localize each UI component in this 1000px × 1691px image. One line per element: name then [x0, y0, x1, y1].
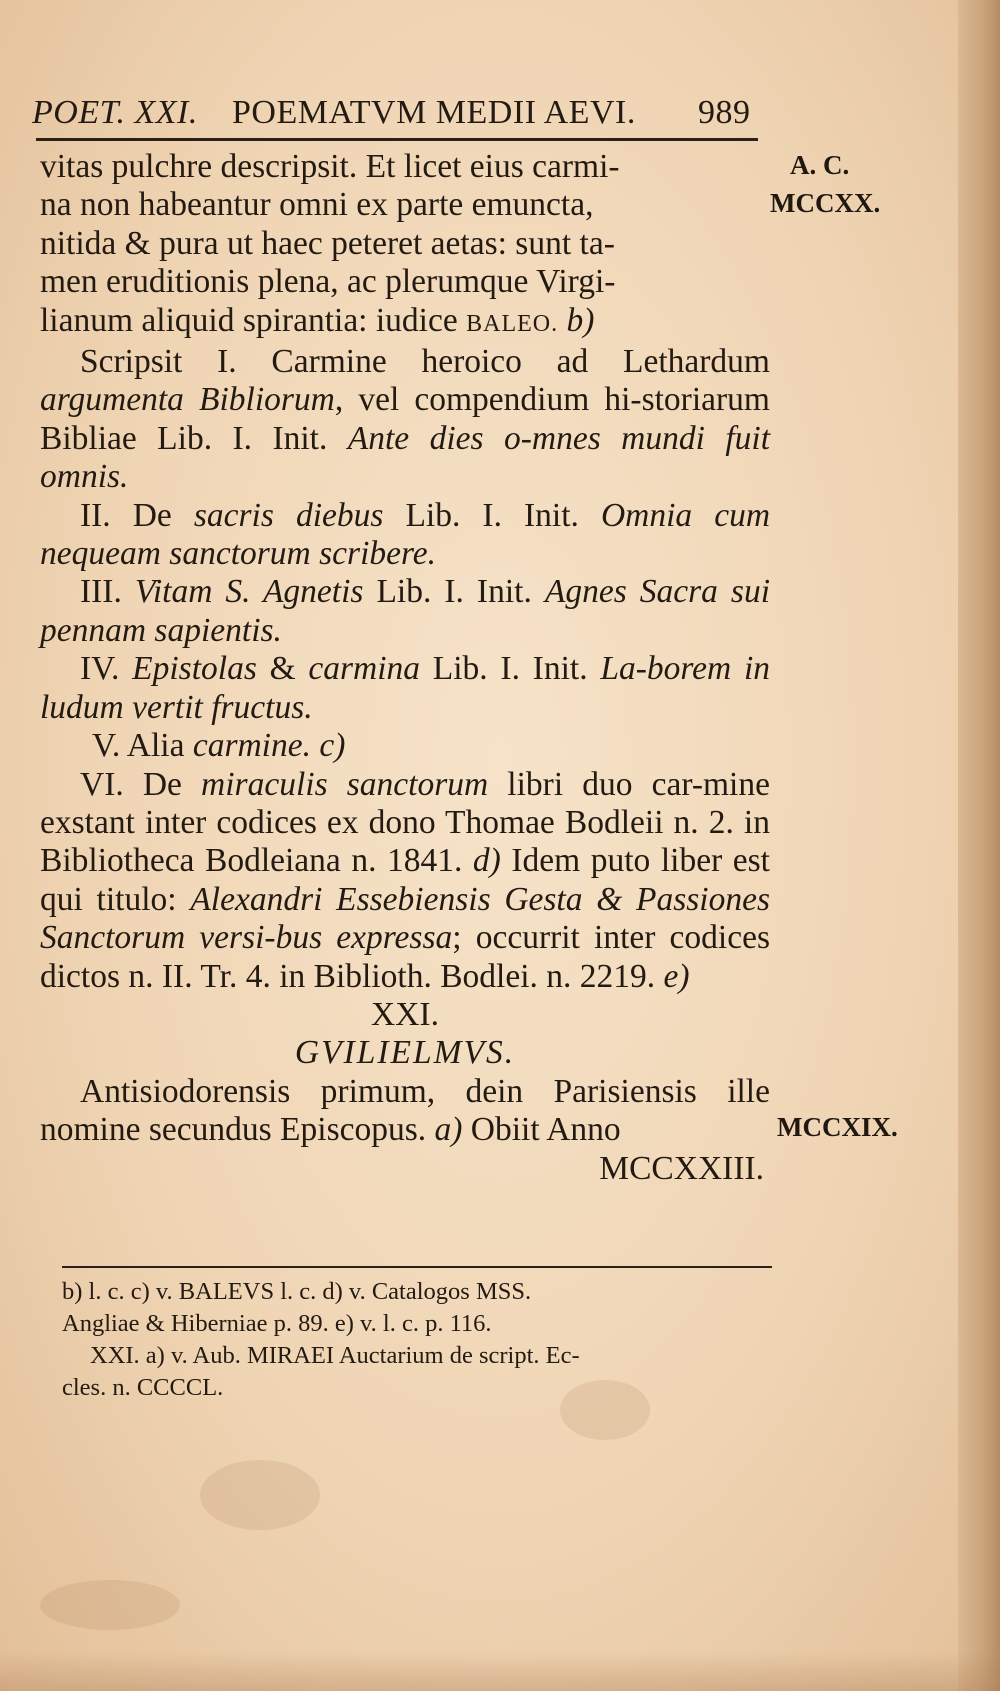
page-number: 989: [698, 94, 751, 131]
text-span: Obiit Anno: [462, 1111, 621, 1149]
death-year: MCCXXIII.: [599, 1149, 764, 1187]
text-span: II. De: [80, 496, 194, 534]
main-text: [40, 148, 770, 1188]
paragraph-section-21: [40, 1073, 770, 1150]
header-section-label: POET. XXI.: [32, 94, 198, 131]
italic-title: carmina: [308, 650, 421, 688]
italic-title: Vitam S. Agnetis: [134, 573, 364, 611]
paragraph-work-5: [40, 727, 770, 765]
text-span: VI. De: [80, 765, 202, 803]
paper-stain: [40, 1580, 180, 1630]
italic-title: argumenta Bibliorum: [40, 381, 335, 419]
paragraph-work-6: [40, 766, 770, 996]
header-title: POEMATVM MEDII AEVI.: [232, 94, 636, 131]
text-span: V. Alia: [92, 727, 193, 765]
text-line: [40, 225, 770, 263]
footnote-ref: e): [663, 957, 690, 995]
text-span: men eruditionis plena, ac plerumque Virgi-: [40, 263, 616, 301]
incipit: La-borem in ludum vertit fructus.: [40, 650, 770, 726]
incipit: Agnes Sacra sui pennam sapientis.: [40, 573, 771, 649]
text-line: [40, 186, 770, 224]
text-span: na non habeantur omni ex parte emuncta,: [40, 186, 594, 224]
text-span: ; occurrit inter codices dictos n. II. Tr. 4. in Biblioth. Bodlei. n. 2219.: [40, 919, 771, 995]
paper-stain: [200, 1460, 320, 1530]
section-number: XXI.: [371, 995, 439, 1033]
text-span: vitas pulchre descripsit. Et licet eius carmi-: [40, 148, 620, 185]
footnote-ref: b): [558, 301, 595, 339]
text-span: Idem puto liber est qui titulo:: [40, 842, 770, 918]
italic-title: carmine.: [192, 727, 311, 765]
footnote-text: d) v. Catalogos MSS.: [322, 1278, 532, 1305]
footnote-line: cles. n. CCCCL.: [62, 1374, 224, 1401]
text-span: III.: [80, 573, 135, 611]
footnote-text: c) v. BALEVS l. c.: [130, 1278, 323, 1305]
header-rule: [36, 138, 758, 141]
footnotes: [62, 1276, 774, 1404]
text-span: Antisiodorensis primum, dein Parisiensis ille nomine secundus Episcopus.: [40, 1072, 770, 1149]
text-span: libri duo car-mine exstant inter codices ex dono Thomae Bodleii n. 2. in Bibliotheca Bodleiana n. 1841.: [40, 765, 770, 880]
text-line: [40, 302, 770, 343]
margin-year-label: A. C.: [790, 150, 850, 180]
footnote-text: b) l. c.: [62, 1278, 131, 1305]
footnote-line: [62, 1276, 774, 1308]
text-span: lianum aliquid spirantia: iudice: [40, 301, 467, 339]
page-edge-shadow: [958, 0, 1000, 1691]
text-span: IV.: [80, 650, 133, 688]
section-heading: GVILIELMVS.: [294, 1034, 516, 1072]
incipit: Ante dies o-mnes mundi fuit omnis.: [40, 419, 771, 496]
footnote-ref: a): [434, 1111, 463, 1149]
footnote-line: XXI. a) v. Aub. MIRAEI Auctarium de script. Ec-: [90, 1342, 580, 1369]
running-header: [32, 88, 762, 134]
text-span: nitida & pura ut haec peteret aetas: sunt ta-: [40, 224, 615, 262]
text-span: Lib. I. Init.: [420, 650, 601, 688]
text-line: [40, 263, 770, 301]
footnote-rule: [62, 1266, 772, 1268]
footnote-line: Angliae & Hiberniae p. 89. e) v. l. c. p. 116.: [62, 1310, 492, 1337]
text-span: &: [256, 650, 309, 688]
incipit: Omnia cum nequeam sanctorum scribere.: [40, 496, 771, 573]
text-span: , vel compendium hi-storiarum Bibliae Lib. I. Init.: [40, 381, 770, 457]
author-smallcaps: BALEO.: [466, 310, 559, 337]
paragraph-work-1: [40, 343, 770, 497]
text-line: [40, 148, 770, 186]
margin-year: MCCXIX.: [777, 1112, 898, 1142]
footnote-ref: d): [472, 842, 501, 880]
paragraph-work-4: [40, 650, 770, 727]
paragraph-work-2: [40, 497, 770, 574]
italic-title: sacris diebus: [193, 496, 384, 534]
paragraph-work-3: [40, 573, 770, 650]
text-span: Scripsit I. Carmine heroico ad Lethardum: [80, 343, 770, 381]
italic-title: miraculis sanctorum: [201, 765, 489, 803]
italic-title: Alexandri Essebiensis Gesta & Passiones Sanctorum versi-bus expressa: [40, 880, 770, 957]
italic-title: Epistolas: [132, 650, 257, 688]
text-span: Lib. I. Init.: [363, 573, 545, 611]
margin-year: MCCXX.: [770, 188, 881, 218]
page-bottom-shadow: [0, 1651, 1000, 1691]
text-span: Lib. I. Init.: [383, 496, 601, 534]
footnote-ref: c): [310, 727, 346, 765]
